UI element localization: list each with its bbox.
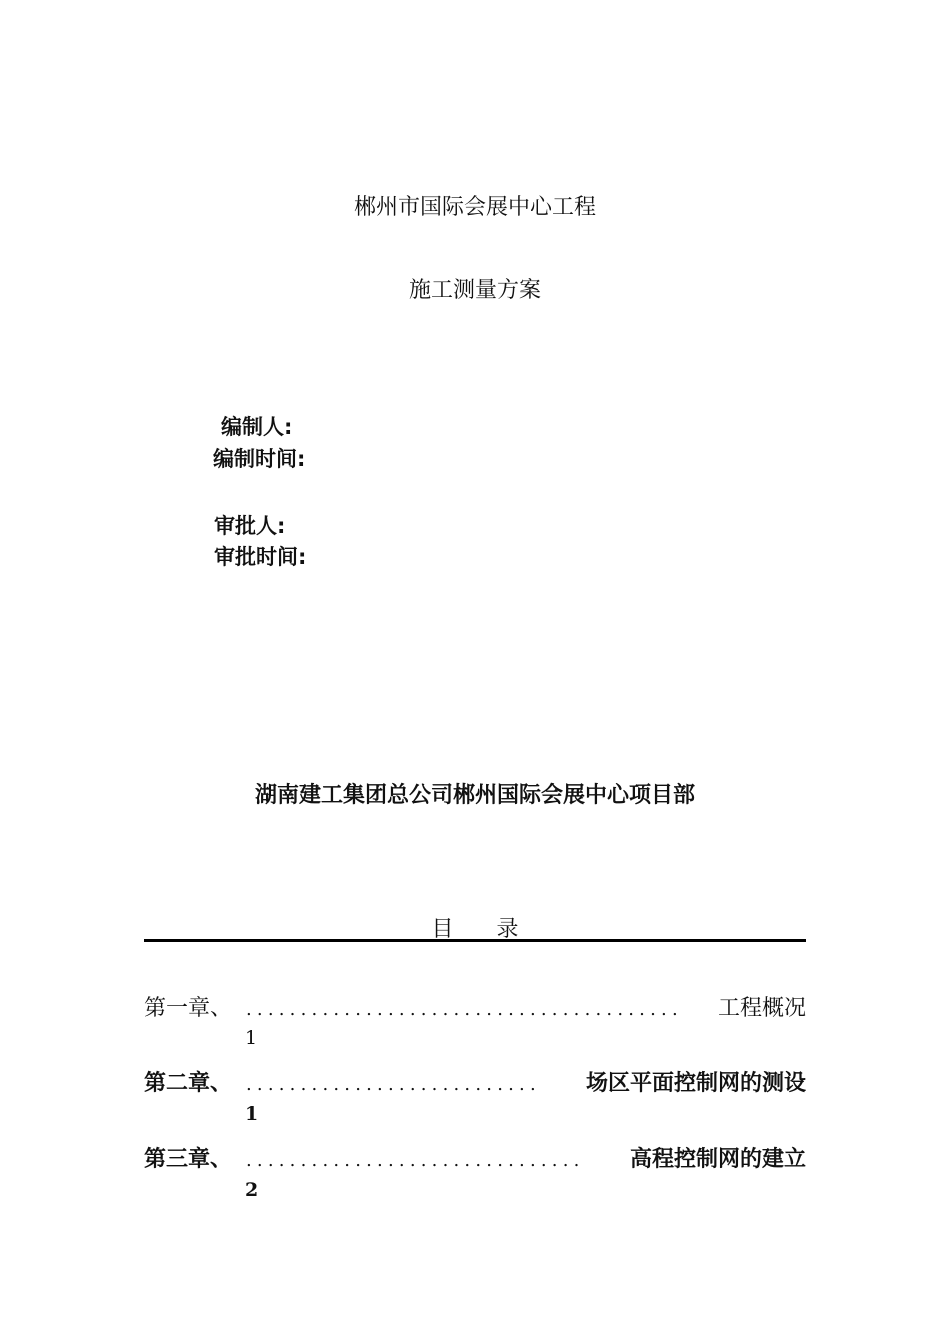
document-title: 施工测量方案 <box>408 278 541 303</box>
project-title: 郴州市国际会展中心工程 <box>353 195 596 220</box>
toc-entry-title: 高程控制网的建立 <box>629 1147 806 1172</box>
toc-entry-title: 工程概况 <box>717 996 806 1021</box>
toc-chapter-label: 第一章、 <box>144 996 233 1021</box>
toc-page-number: 1 <box>245 1103 259 1125</box>
toc-page-number: 1 <box>245 1027 258 1049</box>
toc-entry-title: 场区平面控制网的测设 <box>585 1071 806 1096</box>
toc-entry-chapter-3[interactable] <box>144 1142 806 1176</box>
toc-chapter-label: 第三章、 <box>144 1147 233 1172</box>
toc-entry-chapter-2[interactable] <box>144 1066 806 1100</box>
toc-leader-dots: ............................... <box>246 1150 585 1171</box>
toc-title: 目 录 <box>431 917 537 942</box>
toc-chapter-label: 第二章、 <box>144 1071 233 1096</box>
toc-entry-chapter-1[interactable] <box>144 991 806 1025</box>
toc-divider <box>144 939 806 942</box>
author-label: 编制人: <box>221 415 293 439</box>
author-time-label: 编制时间: <box>213 447 306 471</box>
organization-name: 湖南建工集团总公司郴州国际会展中心项目部 <box>254 783 695 808</box>
toc-leader-dots: ........................................ <box>246 999 683 1020</box>
toc-leader-dots: ........................... <box>246 1074 541 1095</box>
toc-page-number: 2 <box>245 1179 259 1201</box>
approve-time-label: 审批时间: <box>214 545 307 569</box>
approver-label: 审批人: <box>214 514 286 538</box>
